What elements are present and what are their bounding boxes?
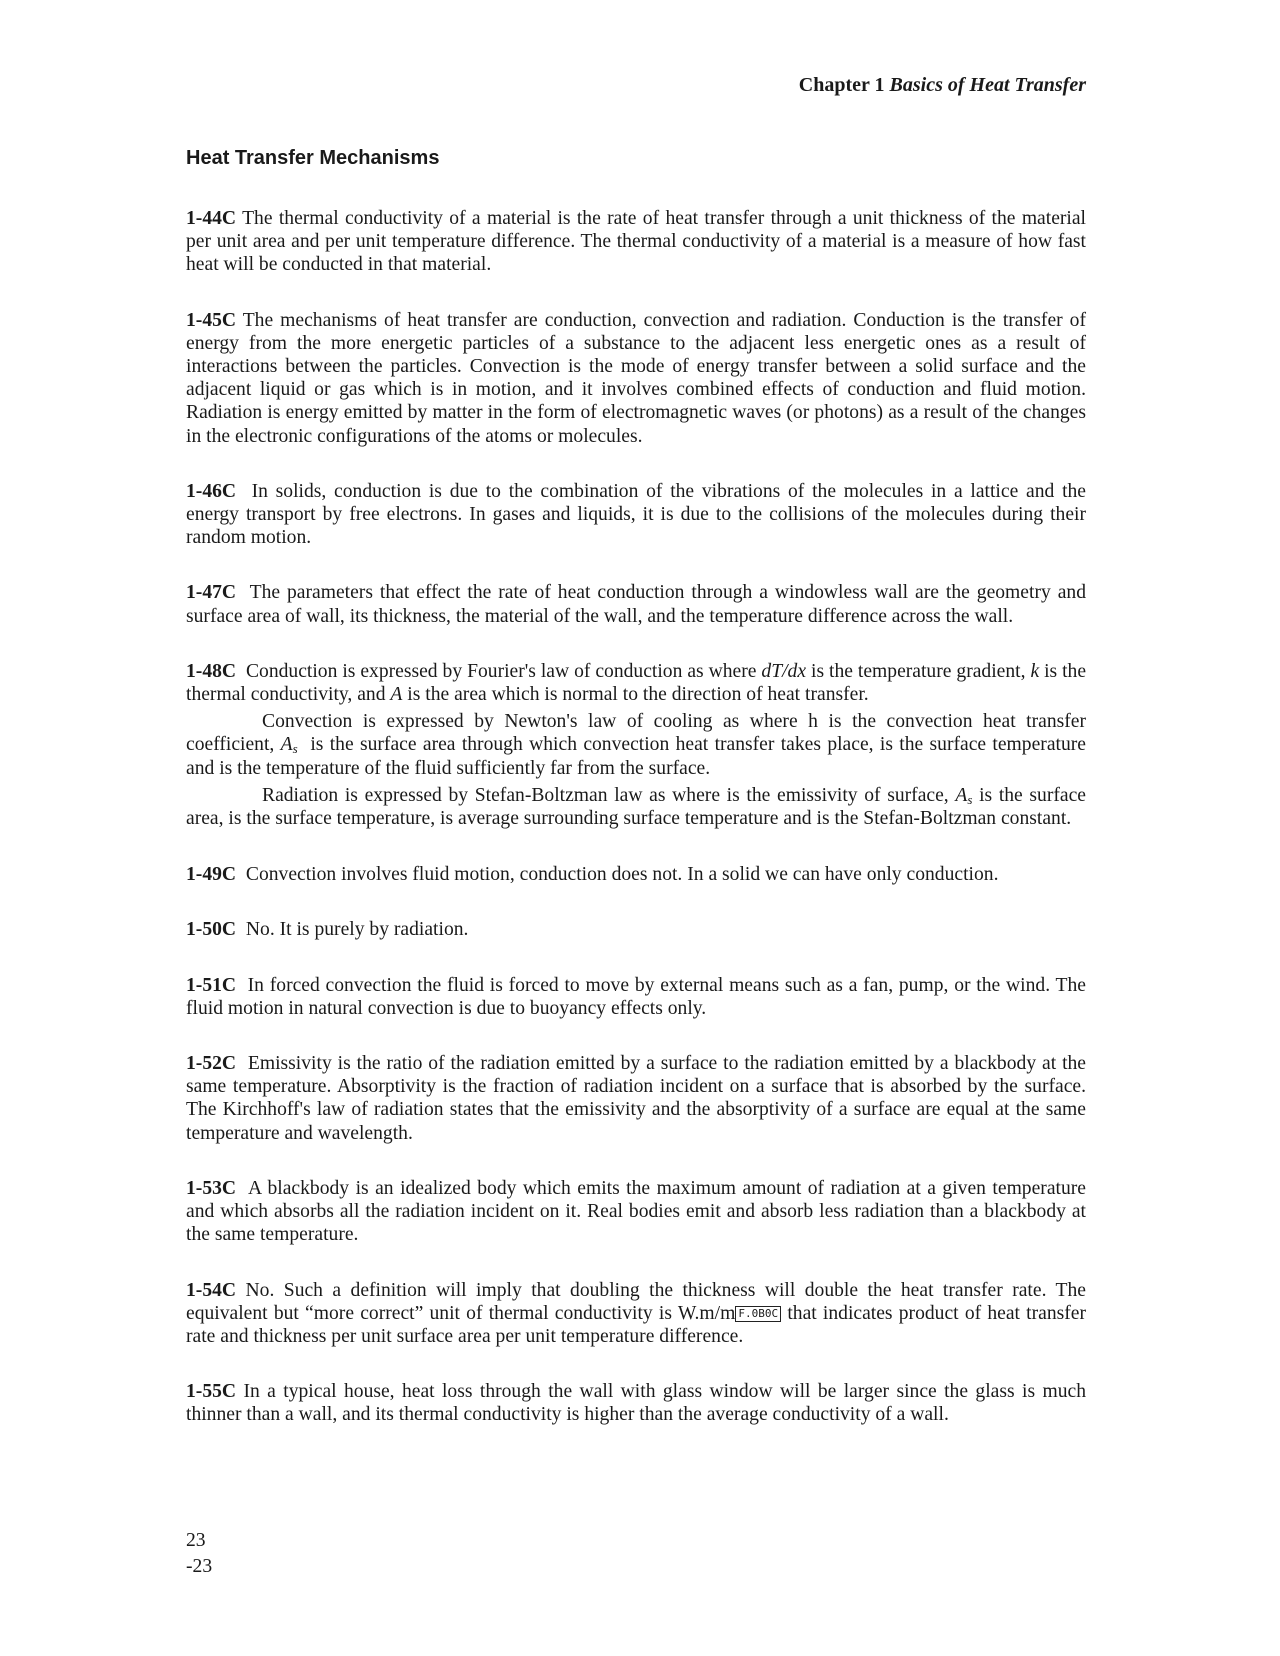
answer-text: The thermal conductivity of a material is the rate of heat transfer through a unit thickness of the material per unit area and per unit temperature difference. The thermal conductivity of a material is a measure of how fast heat will be conducted in that material. (186, 208, 1087, 276)
question-number: 1-51C (186, 974, 237, 996)
answer-text-b: that indicates product of heat transfer rate and thickness per unit surface area per unit temperature difference. (186, 1302, 1087, 1347)
conduction-text-a: Conduction is expressed by Fourier's law of conduction as where (245, 660, 757, 682)
answer-1-54c (186, 1279, 1086, 1349)
page-footer (186, 1528, 212, 1580)
answer-text: No. It is purely by radiation. (245, 919, 469, 941)
question-number: 1-49C (186, 864, 237, 886)
answers-body (186, 207, 1086, 1427)
unit-glyph-box: F.0B0C (735, 1306, 781, 1322)
as-symbol: A (280, 734, 293, 756)
page-number-alt: -23 (186, 1556, 213, 1577)
answer-1-46c (186, 480, 1086, 550)
dtdx-symbol: dT/dx (761, 660, 807, 682)
question-number: 1-52C (186, 1053, 237, 1075)
convection-paragraph (186, 710, 1086, 780)
a-symbol: A (390, 684, 403, 706)
section-title: Heat Transfer Mechanisms (186, 147, 440, 169)
answer-text: The mechanisms of heat transfer are conduction, convection and radiation. Conduction is the transfer of energy from the more energetic particles of a substance to the adjacent less energetic ones as a result of interactions between the particles. Convection is the mode of energy transfer between a solid surface and the adjacent liquid or gas which is in motion, and it involves combined effects of conduction and fluid motion. Radiation is energy emitted by matter in the form of electromagnetic waves (or photons) as a result of the changes in the electronic configurations of the atoms or molecules. (186, 309, 1086, 447)
conduction-text-b: is the temperature gradient, (811, 660, 1026, 682)
answer-1-52c (186, 1052, 1086, 1145)
k-symbol: k (1030, 660, 1040, 682)
question-number: 1-47C (186, 582, 237, 604)
conduction-text-d: is the area which is normal to the direction of heat transfer. (407, 684, 869, 706)
question-number: 1-53C (186, 1177, 237, 1199)
conduction-text-c: is the thermal conductivity, and (186, 660, 1087, 706)
question-number: 1-46C (186, 480, 237, 502)
question-number: 1-50C (186, 919, 237, 941)
radiation-paragraph (186, 784, 1086, 830)
answer-text: In a typical house, heat loss through the wall with glass window will be larger since the glass is much thinner than a wall, and its thermal conductivity is higher than the average conductivity of a wall. (186, 1381, 1086, 1426)
question-number: 1-45C (186, 309, 237, 331)
answer-1-44c (186, 207, 1086, 277)
answer-1-47c (186, 581, 1086, 627)
question-number: 1-48C (186, 660, 237, 682)
page-number: 23 (186, 1530, 206, 1551)
answer-1-45c (186, 309, 1086, 448)
as-symbol: A (955, 784, 968, 806)
as-subscript: s (967, 791, 973, 807)
answer-1-53c (186, 1177, 1086, 1247)
answer-text: In forced convection the fluid is forced to move by external means such as a fan, pump, or the wind. The fluid motion in natural convection is due to buoyancy effects only. (186, 974, 1086, 1019)
answer-1-51c (186, 974, 1086, 1020)
question-number: 1-44C (186, 208, 237, 229)
answer-text: Emissivity is the ratio of the radiation emitted by a surface to the radiation emitted by a blackbody at the same temperature. Absorptivity is the fraction of radiation incident on a surface that is absorbed by the surface. The Kirchhoff's law of radiation states that the emissivity and the absorptivity of a surface are equal at the same temperature and wavelength. (186, 1053, 1087, 1144)
question-number: 1-54C (186, 1279, 237, 1301)
question-number: 1-55C (186, 1381, 237, 1403)
answer-text-a: No. Such a definition will imply that doubling the thickness will double the heat transfer rate. The equivalent but “more correct” unit of thermal conductivity is W.m/m (186, 1279, 1086, 1324)
answer-text: In solids, conduction is due to the combination of the vibrations of the molecules in a lattice and the energy transport by free electrons. In gases and liquids, it is due to the collisions of the molecules during their random motion. (186, 480, 1087, 549)
answer-text: Convection involves fluid motion, conduction does not. In a solid we can have only conduction. (245, 864, 999, 886)
answer-1-49c (186, 863, 1086, 886)
as-subscript: s (292, 741, 298, 757)
radiation-text-a: Radiation is expressed by Stefan-Boltzman law as where is the emissivity of surface, (262, 784, 949, 806)
answer-text: The parameters that effect the rate of heat conduction through a windowless wall are the geometry and surface area of wall, its thickness, the material of the wall, and the temperature difference across the wall. (186, 582, 1086, 627)
answer-text: A blackbody is an idealized body which emits the maximum amount of radiation at a given temperature and which absorbs all the radiation incident on it. Real bodies emit and absorb less radiation than a blackbody at the same temperature. (186, 1177, 1086, 1246)
chapter-label: Chapter 1 (798, 74, 885, 96)
chapter-title: Basics of Heat Transfer (889, 74, 1086, 96)
answer-1-50c (186, 918, 1086, 941)
answer-1-55c (186, 1380, 1086, 1426)
convection-text-a: Convection is expressed by Newton's law of cooling as where h is the convection heat transfer coefficient, (186, 711, 1086, 756)
radiation-text-b: is the surface area, is the surface temperature, is average surrounding surface temperature and is the Stefan-Boltzman constant. (186, 784, 1086, 830)
running-header (799, 74, 1086, 97)
answer-1-48c (186, 660, 1086, 830)
convection-text-b: is the surface area through which convection heat transfer takes place, is the surface temperature and is the temperature of the fluid sufficiently far from the surface. (186, 734, 1086, 779)
